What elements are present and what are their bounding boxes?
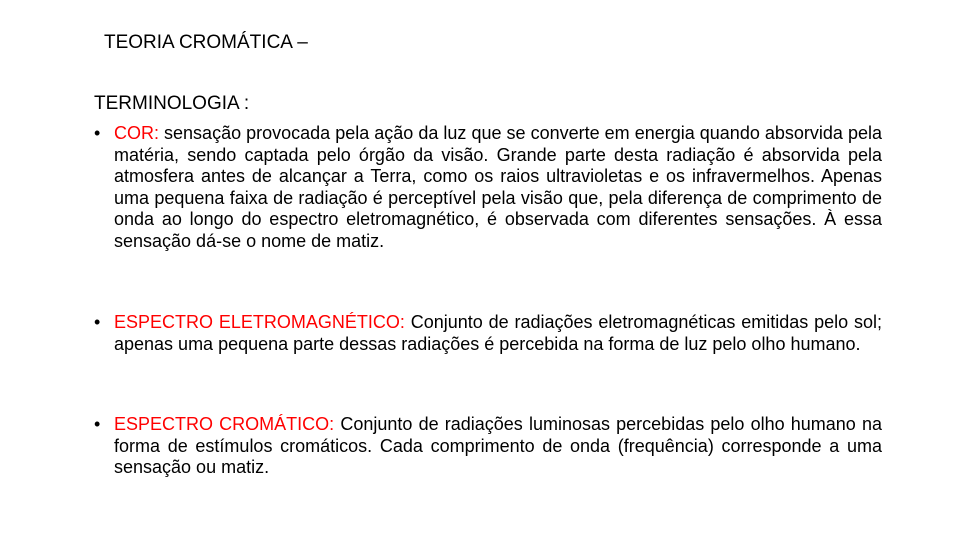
bullet-marker: • [94, 312, 101, 332]
term-label: COR: [114, 123, 159, 143]
bullet-item-cor [94, 123, 882, 252]
term-label: ESPECTRO ELETROMAGNÉTICO: [114, 312, 405, 332]
bullet-marker: • [94, 414, 101, 434]
bullet-marker: • [94, 123, 101, 143]
section-heading: TERMINOLOGIA : [94, 93, 250, 114]
term-definition: Conjunto de radiações luminosas percebidas pelo olho humano na forma de estímulos cromáticos. Cada comprimento de onda (frequência) corresponde a uma sensação ou matiz. [114, 414, 883, 477]
term-definition: sensação provocada pela ação da luz que se converte em energia quando absorvida pela matéria, sendo captada pelo órgão da visão. Grande parte desta radiação é absorvida pela atmosfera antes de alcançar a Terra, como os raios ultravioletas e os infravermelhos. Apenas uma pequena faixa de radiação é perceptível pela visão que, pela diferença de comprimento de onda ao longo do espectro eletromagnético, é observada com diferentes sensações. À essa sensação dá-se o nome de matiz. [114, 123, 882, 251]
term-definition: Conjunto de radiações eletromagnéticas emitidas pelo sol; apenas uma pequena parte dessas radiações é percebida na forma de luz pelo olho humano. [114, 312, 882, 354]
bullet-text [114, 414, 882, 479]
bullet-item-espectro-eletromagnetico [94, 312, 882, 355]
slide-title: TEORIA CROMÁTICA – [104, 32, 308, 53]
bullet-text [114, 312, 882, 355]
bullet-item-espectro-cromatico [94, 414, 882, 479]
bullet-text [114, 123, 882, 252]
term-label: ESPECTRO CROMÁTICO: [114, 414, 335, 434]
